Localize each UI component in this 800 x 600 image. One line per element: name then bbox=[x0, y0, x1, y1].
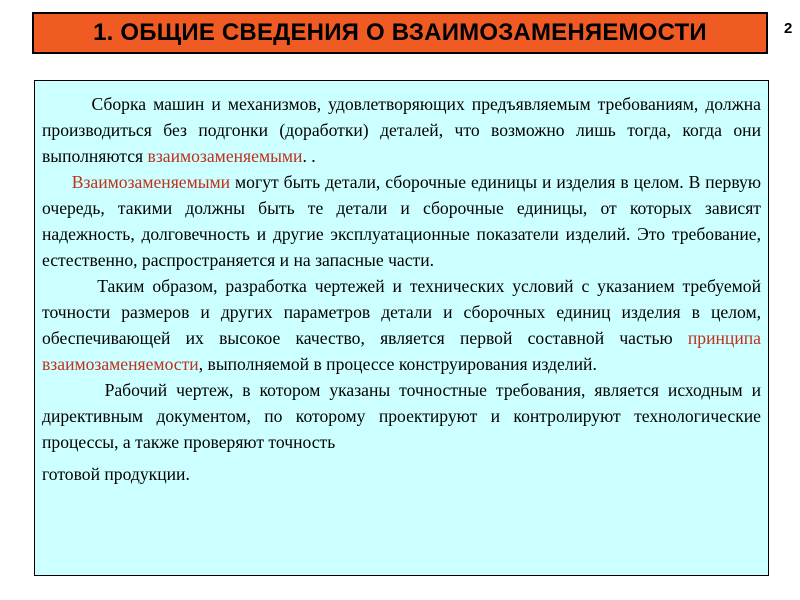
paragraph-1-highlight: взаимозаменяемыми bbox=[147, 146, 303, 166]
paragraph-3 bbox=[42, 273, 761, 377]
paragraph-4-text: Рабочий чертеж, в котором указаны точностные требования, является исходным и директивным документом, по которому проектируют и контролируют технологические процессы, а также проверяют точность bbox=[42, 380, 761, 452]
paragraph-3-tail: , выполняемой в процессе конструирования изделий. bbox=[198, 354, 597, 374]
paragraph-2-highlight: Взаимозаменяемыми bbox=[42, 172, 231, 192]
content-panel bbox=[34, 80, 769, 576]
paragraph-2 bbox=[42, 169, 761, 273]
paragraph-1-text: Сборка машин и механизмов, удовлетворяющих предъявляемым требованиям, должна производиться без подгонки (доработки) деталей, что возможно лишь тогда, когда они выполняются bbox=[42, 94, 761, 166]
slide-number: 2 bbox=[784, 20, 793, 37]
paragraph-4 bbox=[42, 377, 761, 487]
paragraph-1-tail: . . bbox=[302, 146, 316, 166]
paragraph-4-tail: готовой продукции. bbox=[42, 464, 190, 484]
paragraph-3-highlight: принципа взаимозаменяемости bbox=[42, 328, 761, 374]
paragraph-1 bbox=[42, 91, 761, 169]
title-banner bbox=[32, 12, 768, 54]
page-title: 1. ОБЩИЕ СВЕДЕНИЯ О ВЗАИМОЗАМЕНЯЕМОСТИ bbox=[93, 19, 707, 46]
paragraph-2-text: могут быть детали, сборочные единицы и изделия в целом. В первую очередь, такими должны быть те детали и сборочные единицы, от которых зависят надежность, долговечность и другие эксплуатационные показатели изделий. Это требование, естественно, распространяется и на запасные части. bbox=[42, 172, 761, 270]
paragraph-3-text: Таким образом, разработка чертежей и технических условий с указанием требуемой точности размеров и других параметров детали и сборочных единиц изделия в целом, обеспечивающей их высокое качество, является первой составной частью bbox=[42, 276, 761, 348]
